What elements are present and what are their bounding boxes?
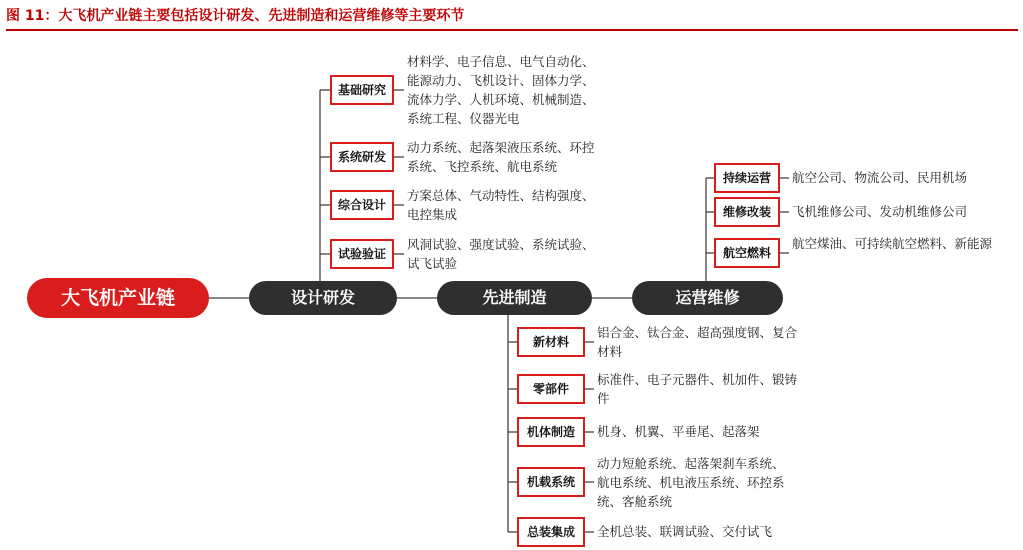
design-item-label: 系统研发 [330,142,394,172]
operation-item-desc: 航空公司、物流公司、民用机场 [792,170,968,185]
manufacture-item-desc: 动力短舱系统、起落架刹车系统、航电系统、机电液压系统、环控系统、客舱系统 [597,456,785,509]
design-item-desc: 材料学、电子信息、电气自动化、能源动力、飞机设计、固体力学、流体力学、人机环境、机械制造、系统工程、仪器光电 [407,54,595,126]
operation-item-desc: 航空煤油、可持续航空燃料、新能源 [792,236,993,251]
manufacture-item-label: 零部件 [517,374,585,404]
manufacture-item-desc: 机身、机翼、平垂尾、起落架 [597,424,760,439]
design-item-label: 试验验证 [330,239,394,269]
design-item-desc: 风洞试验、强度试验、系统试验、试飞试验 [407,237,595,271]
design-item-desc: 动力系统、起落架液压系统、环控系统、飞控系统、航电系统 [407,140,595,174]
manufacture-item-label: 总装集成 [517,517,585,547]
manufacture-item-desc: 铝合金、钛合金、超高强度钢、复合材料 [597,325,798,359]
root-node: 大飞机产业链 [27,278,209,318]
stage-operation: 运营维修 [632,281,783,315]
design-item-label: 综合设计 [330,190,394,220]
manufacture-item-label: 机体制造 [517,417,585,447]
operation-item-desc: 飞机维修公司、发动机维修公司 [792,204,968,219]
manufacture-item-label: 新材料 [517,327,585,357]
manufacture-item-desc: 标准件、电子元器件、机加件、锻铸件 [597,372,798,406]
manufacture-item-label: 机载系统 [517,467,585,497]
operation-item-label: 维修改装 [714,197,780,227]
design-item-label: 基础研究 [330,75,394,105]
stage-design: 设计研发 [249,281,397,315]
operation-item-label: 航空燃料 [714,238,780,268]
operation-item-label: 持续运营 [714,163,780,193]
stage-manufacture: 先进制造 [437,281,592,315]
figure-title: 图 11：大飞机产业链主要包括设计研发、先进制造和运营维修等主要环节 [6,8,465,24]
design-item-desc: 方案总体、气动特性、结构强度、电控集成 [407,188,595,222]
manufacture-item-desc: 全机总装、联调试验、交付试飞 [597,524,773,539]
